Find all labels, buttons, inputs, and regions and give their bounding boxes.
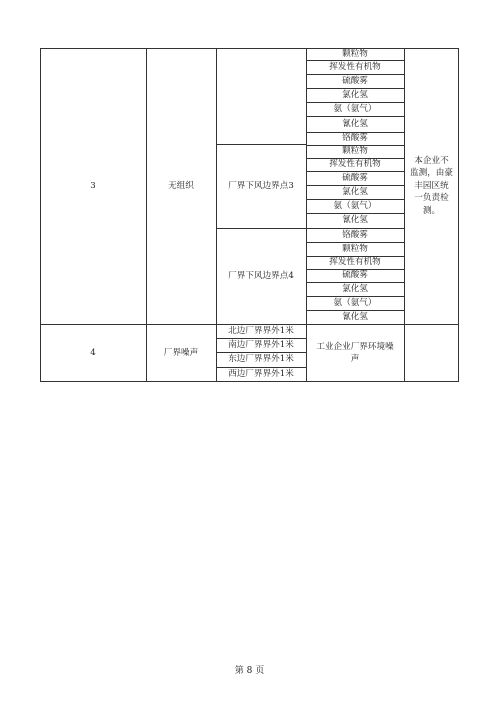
pollutant-cell: 氯化氢 <box>342 283 368 294</box>
note-line: 测。 <box>422 205 441 216</box>
table-border <box>40 324 459 325</box>
table-border <box>306 132 404 133</box>
row-type-unorganized: 无组织 <box>168 180 194 191</box>
noise-point: 南边厂界界外1米 <box>228 339 294 350</box>
pollutant-cell: 氯化氢 <box>342 186 368 197</box>
table-border <box>306 185 404 186</box>
table-border <box>306 256 404 257</box>
pollutant-cell: 颗粒物 <box>342 146 368 157</box>
noise-point: 西边厂界界外1米 <box>228 369 294 380</box>
pollutant-cell: 硫酸雾 <box>342 172 368 183</box>
pollutant-cell: 颗粒物 <box>342 243 368 254</box>
row-type-noise: 厂界噪声 <box>163 347 199 358</box>
pollutant-cell: 挥发性有机物 <box>329 159 381 170</box>
note-line: 一负责检 <box>414 193 449 204</box>
pollutant-cell: 铬酸雾 <box>342 229 368 240</box>
table-border <box>306 269 404 270</box>
monitoring-note <box>404 48 459 324</box>
table-border <box>306 48 307 382</box>
table-border <box>216 338 306 339</box>
table-border <box>40 48 41 382</box>
pollutant-cell: 氰化氢 <box>342 311 368 322</box>
note-line: 丰园区统 <box>414 180 449 191</box>
page-number: 第 8 页 <box>234 666 265 676</box>
table-border <box>306 282 404 283</box>
table-border <box>306 296 404 297</box>
table-border <box>216 48 217 382</box>
table-border <box>306 74 404 75</box>
monitoring-point-4: 厂界下风边界点4 <box>228 270 294 281</box>
table-border <box>306 60 404 61</box>
pollutant-cell: 挥发性有机物 <box>329 257 381 268</box>
standard-line: 声 <box>350 354 360 364</box>
table-border <box>40 48 459 49</box>
pollutant-cell: 氨（氨气） <box>333 297 377 308</box>
note-line: 本企业不 <box>414 155 449 166</box>
table-border <box>306 228 404 229</box>
table-border <box>306 116 404 117</box>
standard-line: 工业企业厂界环境噪 <box>316 341 394 352</box>
table-border <box>404 48 405 382</box>
row-no-3: 3 <box>90 180 96 191</box>
monitoring-table <box>40 48 459 382</box>
table-border <box>306 310 404 311</box>
table-border <box>306 213 404 214</box>
table-border <box>306 145 404 146</box>
monitoring-point-group-1 <box>216 48 306 144</box>
pollutant-cell: 铬酸雾 <box>342 133 368 144</box>
pollutant-cell: 硫酸雾 <box>342 75 368 86</box>
noise-point: 北边厂界界外1米 <box>228 325 294 336</box>
pollutant-cell: 氰化氢 <box>342 118 368 129</box>
table-border <box>306 158 404 159</box>
table-border <box>458 48 459 382</box>
table-border <box>216 144 306 145</box>
noise-standard <box>306 324 404 382</box>
table-border <box>216 228 306 229</box>
table-border <box>306 88 404 89</box>
note-line: 监测，由豪 <box>410 168 453 179</box>
table-border <box>306 102 404 103</box>
noise-point: 东边厂界界外1米 <box>228 354 294 365</box>
pollutant-cell: 氨（氨气） <box>333 200 377 211</box>
table-border <box>216 367 306 368</box>
noise-note-empty <box>404 324 459 382</box>
table-border <box>216 352 306 353</box>
monitoring-point-3: 厂界下风边界点3 <box>228 180 294 191</box>
table-border <box>40 381 459 382</box>
table-border <box>306 199 404 200</box>
pollutant-cell: 氯化氢 <box>342 89 368 100</box>
pollutant-cell: 氨（氨气） <box>333 103 377 114</box>
pollutant-cell: 颗粒物 <box>342 48 368 59</box>
pollutant-cell: 硫酸雾 <box>342 270 368 281</box>
pollutant-cell: 挥发性有机物 <box>329 61 381 72</box>
table-border <box>146 48 147 382</box>
table-border <box>306 242 404 243</box>
table-border <box>306 171 404 172</box>
row-no-4: 4 <box>90 347 96 358</box>
pollutant-cell: 氰化氢 <box>342 215 368 226</box>
